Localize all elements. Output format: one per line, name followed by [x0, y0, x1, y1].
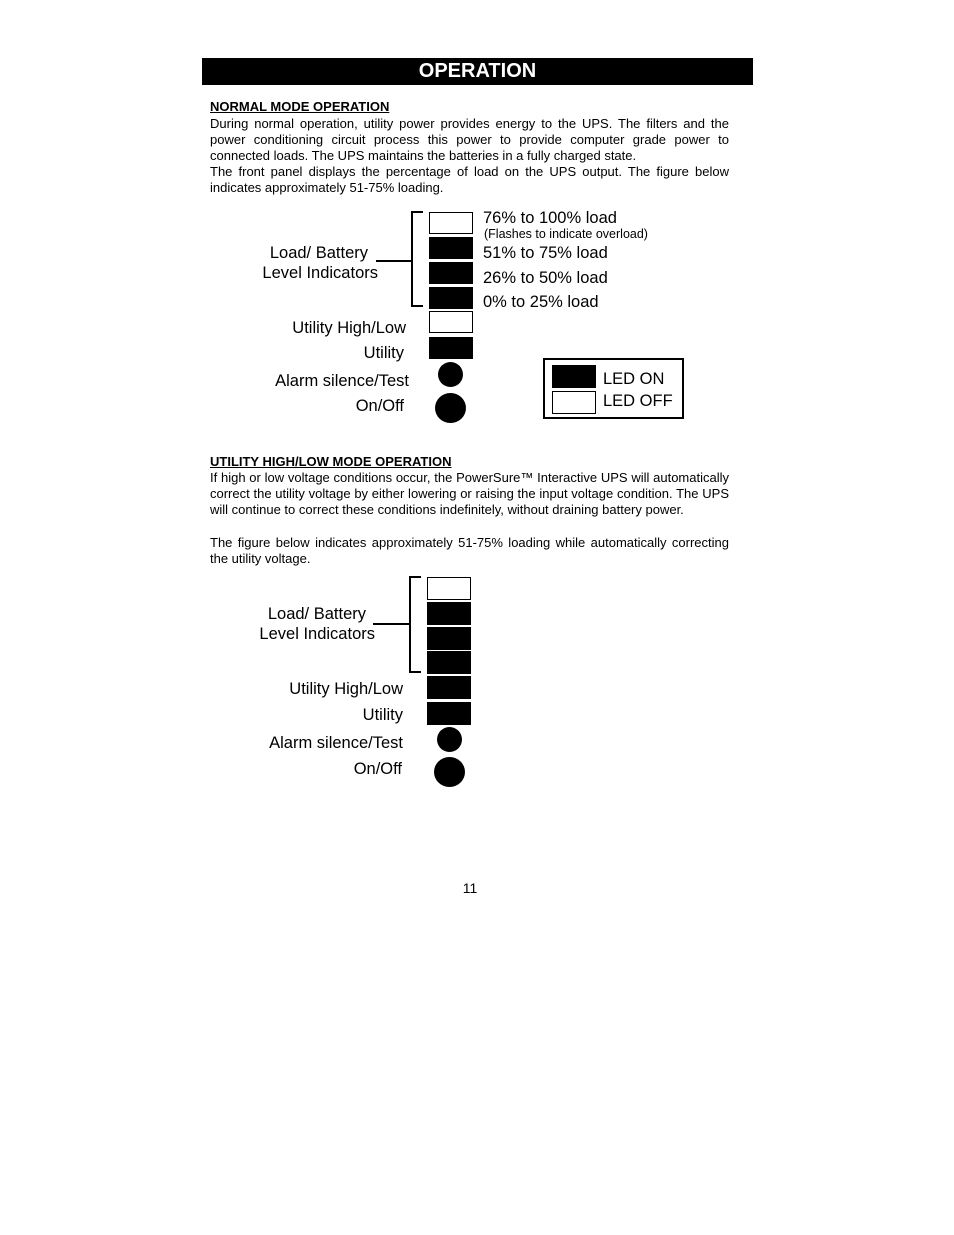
load-led-0-25	[427, 651, 471, 674]
group-label-line2: Level Indicators	[262, 264, 378, 282]
load-led-26-50	[429, 262, 473, 284]
on-off-button	[435, 393, 466, 423]
load-led-51-75	[427, 602, 471, 625]
utility-label: Utility	[362, 706, 403, 724]
section-heading-utility-mode: UTILITY HIGH/LOW MODE OPERATION	[210, 454, 452, 469]
load-led-26-50	[427, 627, 471, 650]
group-label-line2: Level Indicators	[259, 625, 375, 643]
load-led-0-25	[429, 287, 473, 309]
connector-line	[376, 260, 413, 262]
utility-mode-paragraph-1: If high or low voltage conditions occur, the PowerSure™ Interactive UPS will automatically correct the utility voltage by either lowering or raising the input voltage condition. The UPS will continue to correct these conditions indefinitely, without draining battery power.	[210, 470, 729, 518]
connector-line	[373, 623, 411, 625]
load-label-26-50: 26% to 50% load	[483, 269, 608, 287]
page-title: OPERATION	[202, 58, 753, 85]
legend-led-off-label: LED OFF	[603, 392, 673, 410]
group-label-line1: Load/ Battery	[269, 244, 368, 262]
load-led-51-75	[429, 237, 473, 259]
legend-led-off-swatch	[552, 391, 596, 414]
load-label-76-100: 76% to 100% load	[483, 209, 617, 227]
indicator-group-bracket	[409, 576, 421, 673]
legend-led-on-swatch	[552, 365, 596, 388]
utility-led	[429, 337, 473, 359]
utility-high-low-label: Utility High/Low	[292, 319, 406, 337]
load-led-76-100	[429, 212, 473, 234]
normal-mode-paragraph-1: During normal operation, utility power provides energy to the UPS. The filters and the power conditioning circuit process this power to provide computer grade power to connected loads. The UPS maintains the batteries in a fully charged state.	[210, 116, 729, 164]
page-number: 11	[462, 880, 478, 896]
utility-mode-paragraph-2: The figure below indicates approximately 51-75% loading while automatically correcting the utility voltage.	[210, 535, 729, 567]
on-off-label: On/Off	[353, 760, 402, 778]
utility-high-low-led	[429, 311, 473, 333]
on-off-button	[434, 757, 465, 787]
alarm-silence-test-button	[437, 727, 462, 752]
alarm-silence-test-button	[438, 362, 463, 387]
alarm-silence-test-label: Alarm silence/Test	[275, 372, 409, 390]
normal-mode-paragraph-2: The front panel displays the percentage of load on the UPS output. The figure below indicates approximately 51-75% loading.	[210, 164, 729, 196]
utility-high-low-led	[427, 676, 471, 699]
legend-led-on-label: LED ON	[603, 370, 665, 388]
group-label-line1: Load/ Battery	[267, 605, 366, 623]
utility-label: Utility	[363, 344, 404, 362]
on-off-label: On/Off	[355, 397, 404, 415]
indicator-group-bracket	[411, 211, 423, 307]
utility-led	[427, 702, 471, 725]
utility-high-low-label: Utility High/Low	[289, 680, 403, 698]
section-heading-normal-mode: NORMAL MODE OPERATION	[210, 99, 390, 114]
overload-note: (Flashes to indicate overload)	[484, 227, 648, 241]
load-led-76-100	[427, 577, 471, 600]
alarm-silence-test-label: Alarm silence/Test	[269, 734, 403, 752]
load-label-51-75: 51% to 75% load	[483, 244, 608, 262]
led-legend	[543, 358, 684, 419]
load-label-0-25: 0% to 25% load	[483, 293, 599, 311]
